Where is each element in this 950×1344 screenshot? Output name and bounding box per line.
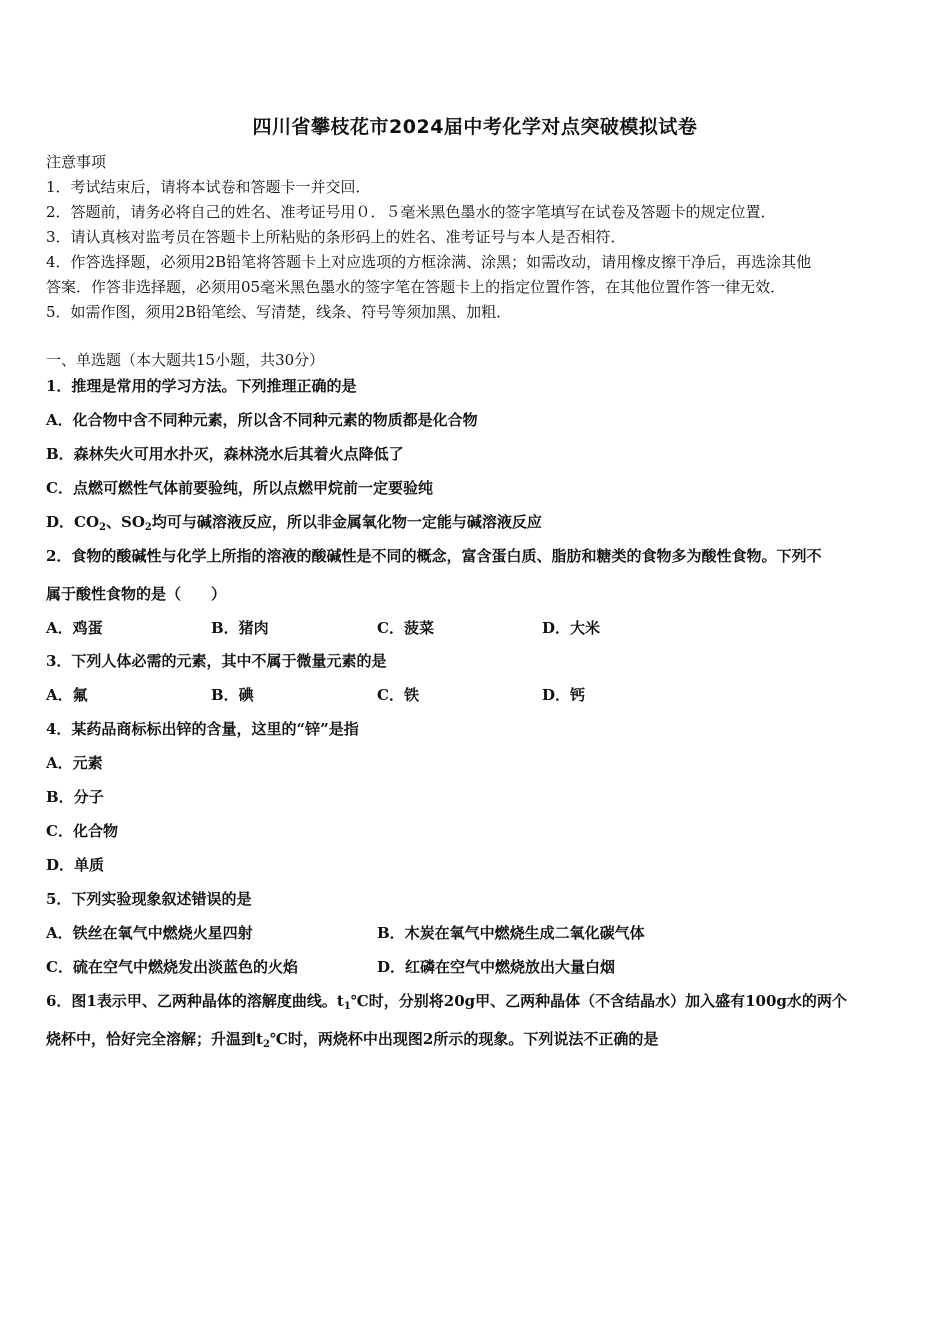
question-3-option-a: A．氟 bbox=[46, 686, 88, 704]
question-3-option-c: C．铁 bbox=[377, 686, 419, 704]
question-1-option-b: B．森林失火可用水扑灭，森林浇水后其着火点降低了 bbox=[46, 445, 404, 463]
question-3-option-d: D．钙 bbox=[542, 686, 586, 704]
notice-item: 5．如需作图，须用2B铅笔绘、写清楚，线条、符号等须加黑、加粗． bbox=[46, 303, 512, 321]
question-1-option-d: D．$CO_2$、$SO_2$均可与碱溶液反应，所以非金属氧化物一定能与碱溶液反应 bbox=[46, 513, 542, 533]
question-4-option-d: D．单质 bbox=[46, 856, 105, 874]
notice-item: 4．作答选择题，必须用2B铅笔将答题卡上对应选项的方框涂满、涂黑；如需改动，请用橡皮擦干净后，再选涂其他 bbox=[46, 253, 812, 271]
question-5-option-a: A．铁丝在氧气中燃烧火星四射 bbox=[46, 924, 253, 942]
question-2-stem-line-2: 属于酸性食物的是（ ） bbox=[46, 585, 227, 603]
question-5-option-d: D．红磷在空气中燃烧放出大量白烟 bbox=[377, 958, 616, 976]
section-heading: 一、单选题（本大题共15小题，共30分） bbox=[46, 351, 325, 369]
question-1-stem: 1．推理是常用的学习方法。下列推理正确的是 bbox=[46, 377, 357, 395]
notice-item: 答案．作答非选择题，必须用05毫米黑色墨水的签字笔在答题卡上的指定位置作答，在其他位置作答一律无效． bbox=[46, 278, 786, 296]
question-4-option-c: C．化合物 bbox=[46, 822, 118, 840]
question-4-option-b: B．分子 bbox=[46, 788, 104, 806]
question-5-stem: 5．下列实验现象叙述错误的是 bbox=[46, 890, 252, 908]
question-6-stem-line-1: 6．图1表示甲、乙两种晶体的溶解度曲线。$t_1℃$时，分别将20g甲、乙两种晶体（不含结晶水）加入盛有100g水的两个 bbox=[46, 992, 847, 1012]
question-2-stem-line-1: 2．食物的酸碱性与化学上所指的溶液的酸碱性是不同的概念，富含蛋白质、脂肪和糖类的食物多为酸性食物。下列不 bbox=[46, 547, 822, 565]
notice-item: 3．请认真核对监考员在答题卡上所粘贴的条形码上的姓名、准考证号与本人是否相符． bbox=[46, 228, 626, 246]
notice-item: 2．答题前，请务必将自己的姓名、准考证号用０．５毫米黑色墨水的签字笔填写在试卷及答题卡的规定位置． bbox=[46, 203, 776, 221]
question-2-option-c: C．菠菜 bbox=[377, 619, 434, 637]
question-2-option-b: B．猪肉 bbox=[211, 619, 269, 637]
question-4-option-a: A．元素 bbox=[46, 754, 103, 772]
question-2-option-d: D．大米 bbox=[542, 619, 601, 637]
question-4-stem: 4．某药品商标标出锌的含量，这里的“锌”是指 bbox=[46, 720, 359, 738]
page-title: 四川省攀枝花市2024届中考化学对点突破模拟试卷 bbox=[252, 116, 698, 138]
question-1-option-a: A．化合物中含不同种元素，所以含不同种元素的物质都是化合物 bbox=[46, 411, 478, 429]
question-5-option-b: B．木炭在氧气中燃烧生成二氧化碳气体 bbox=[377, 924, 645, 942]
question-6-stem-line-2: 烧杯中，恰好完全溶解；升温到$t_2℃$时，两烧杯中出现图2所示的现象。下列说法不正确的是 bbox=[46, 1030, 659, 1050]
question-1-option-c: C．点燃可燃性气体前要验纯，所以点燃甲烷前一定要验纯 bbox=[46, 479, 433, 497]
question-2-option-a: A．鸡蛋 bbox=[46, 619, 103, 637]
notice-item: 1．考试结束后，请将本试卷和答题卡一并交回． bbox=[46, 178, 371, 196]
question-3-stem: 3．下列人体必需的元素，其中不属于微量元素的是 bbox=[46, 652, 387, 670]
question-5-option-c: C．硫在空气中燃烧发出淡蓝色的火焰 bbox=[46, 958, 298, 976]
notice-heading: 注意事项 bbox=[46, 153, 107, 171]
question-3-option-b: B．碘 bbox=[211, 686, 254, 704]
